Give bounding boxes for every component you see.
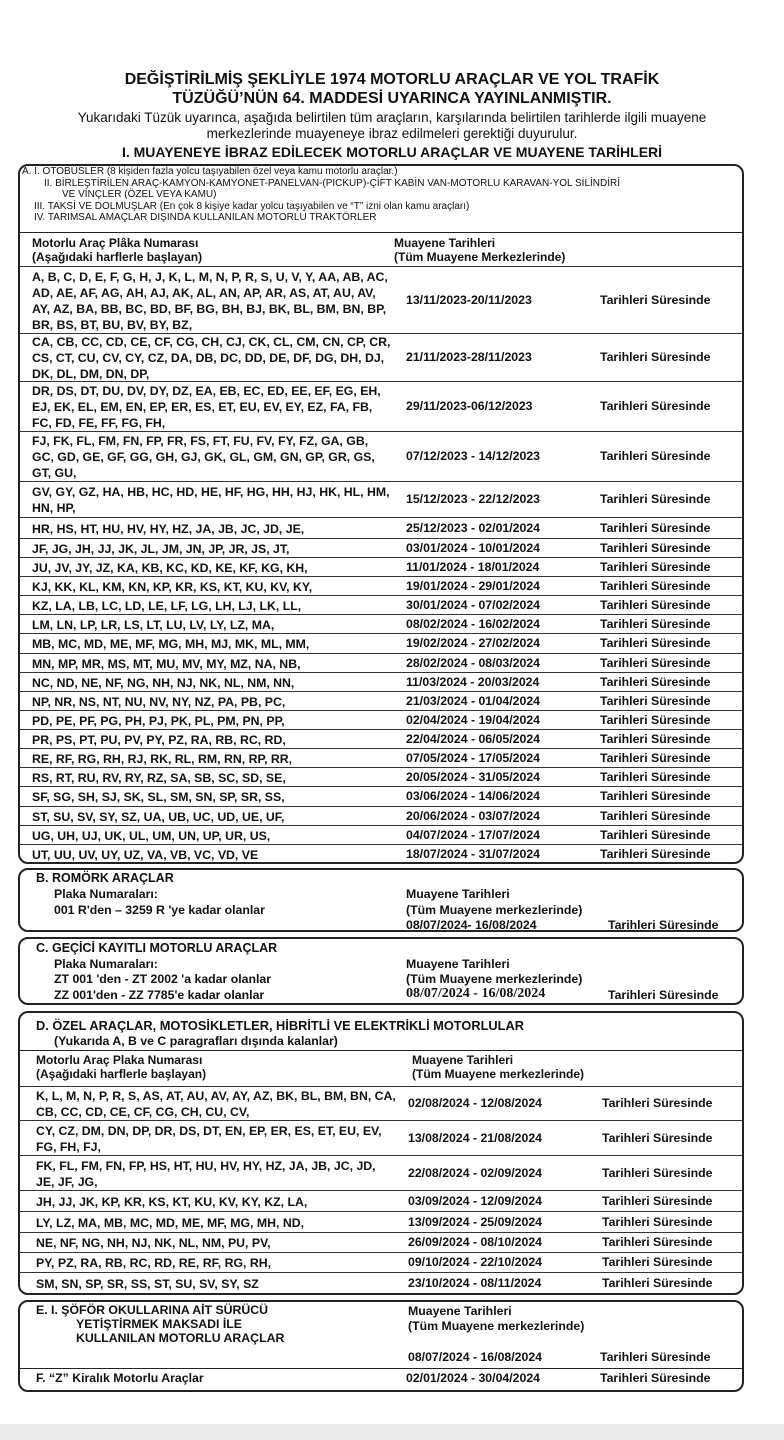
plate-list: KZ, LA, LB, LC, LD, LE, LF, LG, LH, LJ, LK, LL,	[32, 598, 302, 613]
intro-line-2: merkezlerinde muayeneye ibraz edilmeleri gerektiği duyurulur.	[206, 126, 578, 141]
inspection-dates: 08/02/2024 - 16/02/2024	[406, 616, 541, 631]
row-divider	[19, 1252, 742, 1253]
plate-list: UG, UH, UJ, UK, UL, UM, UN, UP, UR, US,	[32, 828, 271, 843]
plate-list: JU, JV, JY, JZ, KA, KB, KC, KD, KE, KF, KG, KH,	[32, 560, 308, 575]
section-d-subtitle: (Yukarıda A, B ve C paragrafları dışında kalanlar)	[54, 1034, 338, 1048]
plate-list: SM, SN, SP, SR, SS, ST, SU, SV, SY, SZ	[36, 1276, 259, 1291]
dates-suffix: Tarihleri Süresinde	[600, 693, 711, 708]
inspection-dates: 20/06/2024 - 03/07/2024	[406, 808, 541, 823]
dates-suffix: Tarihleri Süresinde	[600, 559, 711, 574]
inspection-dates: 22/04/2024 - 06/05/2024	[406, 731, 541, 746]
inspection-dates: 13/08/2024 - 21/08/2024	[408, 1130, 543, 1145]
plate-list: K, L, M, N, P, R, S, AS, AT, AU, AV, AY, AZ, BK, BL, BM, BN, CA, CB, CC, CD, CE, CF, CG, CH, CU, CV,	[36, 1089, 396, 1119]
plate-list: FK, FL, FM, FN, FP, HS, HT, HU, HV, HY, HZ, JA, JB, JC, JD, JE, JF, JG,	[36, 1158, 376, 1189]
dates-suffix: Tarihleri Süresinde	[602, 1193, 713, 1208]
section-d-title: D. ÖZEL ARAÇLAR, MOTOSİKLETLER, HİBRİTLİ VE ELEKTRİKLİ MOTORLULAR	[36, 1018, 524, 1033]
plate-list: PR, PS, PT, PU, PV, PY, PZ, RA, RB, RC, RD,	[32, 732, 286, 747]
inspection-dates: 22/08/2024 - 02/09/2024	[408, 1165, 543, 1180]
divider	[19, 1050, 742, 1051]
section-b-title: B. ROMÖRK ARAÇLAR	[36, 871, 174, 885]
inspection-dates: 03/06/2024 - 14/06/2024	[406, 789, 541, 803]
dates-suffix: Tarihleri Süresinde	[600, 520, 711, 535]
row-divider	[19, 557, 742, 558]
row-divider	[19, 653, 742, 654]
inspection-dates: 11/01/2024 - 18/01/2024	[406, 559, 540, 574]
dates-suffix: Tarihleri Süresinde	[602, 1275, 713, 1290]
dates-suffix: Tarihleri Süresinde	[600, 712, 711, 727]
section-b-dates: 08/07/2024- 16/08/2024	[406, 918, 537, 932]
row-divider	[19, 748, 742, 749]
dates-suffix: Tarihleri Süresinde	[600, 597, 711, 612]
divider	[19, 232, 742, 233]
section-c-title: C. GEÇİCİ KAYITLI MOTORLU ARAÇLAR	[36, 941, 278, 955]
category-line: VE VİNÇLER (ÖZEL VEYA KAMU)	[62, 189, 217, 201]
col-date-header	[394, 236, 565, 264]
col-date-line-2: (Tüm Muayene merkezlerinde)	[412, 1067, 585, 1081]
row-divider	[19, 672, 742, 673]
col-date-line-1: Muayene Tarihleri	[394, 236, 496, 250]
col-date-line-2: (Tüm Muayene Merkezlerinde)	[394, 250, 566, 264]
plate-list: UT, UU, UV, UY, UZ, VA, VB, VC, VD, VE	[32, 848, 259, 862]
dates-suffix: Tarihleri Süresinde	[602, 1235, 713, 1249]
section-title: I. MUAYENEYE İBRAZ EDİLECEK MOTORLU ARAÇLAR VE MUAYENE TARİHLERİ	[121, 144, 663, 160]
inspection-dates: 07/05/2024 - 17/05/2024	[406, 750, 541, 765]
inspection-dates: 07/12/2023 - 14/12/2023	[406, 449, 541, 463]
row-divider	[19, 1272, 742, 1273]
row-divider	[19, 576, 742, 577]
plate-list: NE, NF, NG, NH, NJ, NK, NL, NM, PU, PV,	[36, 1236, 271, 1250]
section-e-title-2: YETİŞTİRMEK MAKSADI İLE	[76, 1317, 243, 1331]
section-e-suffix: Tarihleri Süresinde	[600, 1350, 711, 1364]
category-line: II. BİRLEŞTİRİLEN ARAÇ-KAMYON-KAMYONET-PANELVAN-(PICKUP)-ÇİFT KABİN VAN-MOTORLU KARAVAN-YOL SİLİNDİRİ	[44, 177, 621, 189]
row-divider	[19, 431, 742, 432]
row-divider	[19, 481, 742, 482]
section-c-range-2: ZZ 001'den - ZZ 7785'e kadar olanlar	[54, 988, 265, 1002]
row-divider	[19, 1120, 742, 1121]
inspection-dates: 02/08/2024 - 12/08/2024	[408, 1096, 543, 1110]
row-divider	[19, 517, 742, 518]
inspection-dates: 26/09/2024 - 08/10/2024	[408, 1235, 543, 1249]
dates-suffix: Tarihleri Süresinde	[602, 1096, 713, 1110]
category-line: III. TAKSİ VE DOLMUŞLAR (En çok 8 kişiye kadar yolcu taşıyabilen ve “T” izni olan kamu araçları)	[34, 200, 470, 212]
inspection-dates: 02/04/2024 - 19/04/2024	[406, 712, 541, 727]
dates-suffix: Tarihleri Süresinde	[600, 578, 711, 593]
section-f-dates: 02/01/2024 - 30/04/2024	[406, 1371, 541, 1385]
section-d-col-date-header	[412, 1053, 584, 1081]
dates-suffix: Tarihleri Süresinde	[600, 449, 711, 463]
plate-list: HR, HS, HT, HU, HV, HY, HZ, JA, JB, JC, JD, JE,	[32, 521, 305, 536]
inspection-dates: 04/07/2024 - 17/07/2024	[406, 827, 541, 842]
plate-list: MB, MC, MD, ME, MF, MG, MH, MJ, MK, ML, MM,	[32, 637, 310, 651]
dates-suffix: Tarihleri Süresinde	[600, 540, 711, 555]
dates-suffix: Tarihleri Süresinde	[602, 1130, 713, 1145]
section-c-date-label-1: Muayene Tarihleri	[406, 957, 510, 971]
section-f-suffix: Tarihleri Süresinde	[600, 1371, 711, 1385]
inspection-dates: 19/01/2024 - 29/01/2024	[406, 578, 541, 593]
section-b-date-label-1: Muayene Tarihleri	[406, 887, 510, 901]
dates-suffix: Tarihleri Süresinde	[600, 492, 711, 506]
col-plate-header	[32, 236, 202, 264]
plate-list: KJ, KK, KL, KM, KN, KP, KR, KS, KT, KU, KV, KY,	[32, 579, 313, 594]
title-line-2: TÜZÜĞÜ’NÜN 64. MADDESİ UYARINCA YAYINLANMIŞTIR.	[172, 90, 612, 107]
title-line-1: DEĞİŞTİRİLMİŞ ŞEKLİYLE 1974 MOTORLU ARAÇLAR VE YOL TRAFİK	[124, 71, 660, 88]
inspection-dates: 30/01/2024 - 07/02/2024	[406, 597, 541, 612]
inspection-dates: 15/12/2023 - 22/12/2023	[406, 492, 541, 506]
plate-list: RS, RT, RU, RV, RY, RZ, SA, SB, SC, SD, SE,	[32, 770, 286, 785]
dates-suffix: Tarihleri Süresinde	[600, 827, 711, 842]
inspection-dates: 18/07/2024 - 31/07/2024	[406, 847, 541, 861]
row-divider	[19, 1190, 742, 1191]
row-divider	[19, 633, 742, 634]
dates-suffix: Tarihleri Süresinde	[600, 808, 711, 823]
row-divider	[19, 1232, 742, 1233]
dates-suffix: Tarihleri Süresinde	[602, 1165, 713, 1180]
bottom-strip	[0, 1424, 784, 1440]
section-c-dates: 08/07/2024 - 16/08/2024	[406, 986, 546, 1001]
row-divider	[19, 1086, 742, 1087]
section-d-col-plate-header	[36, 1053, 206, 1081]
dates-suffix: Tarihleri Süresinde	[600, 350, 711, 364]
plate-list: FJ, FK, FL, FM, FN, FP, FR, FS, FT, FU, FV, FY, FZ, GA, GB, GC, GD, GE, GF, GG, GH, GJ, GK, GL, GM, GN, GP, GR, GS, GT, GU,	[32, 434, 375, 480]
dates-suffix: Tarihleri Süresinde	[600, 292, 711, 307]
section-e-title-1: E. I. ŞÖFÖR OKULLARINA AİT SÜRÜCÜ	[36, 1303, 269, 1317]
dates-suffix: Tarihleri Süresinde	[600, 847, 711, 861]
plate-list: A, B, C, D, E, F, G, H, J, K, L, M, N, P, R, S, U, V, Y, AA, AB, AC, AD, AE, AF, AG, AH, AJ, AK, AL, AN, AP, AR, AS, AT, AU, AV, AY, AZ, BA, BB, BC, BD, BF, BG, BH, BJ, BK, BL, BM, BN, BP, BR, BS, BT, BU, BV, BY, BZ,	[32, 269, 388, 332]
section-b-plate-range: 001 R'den – 3259 R 'ye kadar olanlar	[54, 903, 265, 917]
category-line: IV. TARIMSAL AMAÇLAR DIŞINDA KULLANILAN MOTORLU TRAKTÖRLER	[34, 212, 377, 224]
section-c-range-1: ZT 001 'den - ZT 2002 'a kadar olanlar	[54, 972, 272, 986]
dates-suffix: Tarihleri Süresinde	[600, 655, 711, 670]
row-divider	[19, 614, 742, 615]
inspection-dates: 21/03/2024 - 01/04/2024	[406, 693, 541, 708]
row-divider	[19, 786, 742, 787]
section-b-suffix: Tarihleri Süresinde	[608, 918, 719, 932]
inspection-dates: 13/11/2023-20/11/2023	[406, 292, 532, 307]
inspection-dates: 28/02/2024 - 08/03/2024	[406, 655, 541, 670]
col-plate-line-1: Motorlu Araç Plâka Numarası	[32, 236, 199, 250]
section-c-date-label-2: (Tüm Muayene merkezlerinde)	[406, 972, 583, 986]
inspection-dates: 03/09/2024 - 12/09/2024	[408, 1193, 543, 1208]
section-b-date-label-2: (Tüm Muayene merkezlerinde)	[406, 903, 583, 917]
row-divider	[19, 710, 742, 711]
plate-list: NC, ND, NE, NF, NG, NH, NJ, NK, NL, NM, NN,	[32, 675, 295, 690]
category-line: A. I. OTOBÜSLER (8 kişiden fazla yolcu taşıyabilen özel veya kamu motorlu araçlar.)	[22, 166, 398, 177]
plate-list: RE, RF, RG, RH, RJ, RK, RL, RM, RN, RP, RR,	[32, 751, 293, 766]
dates-suffix: Tarihleri Süresinde	[600, 399, 711, 413]
plate-list: PD, PE, PF, PG, PH, PJ, PK, PL, PM, PN, PP,	[32, 713, 285, 728]
plate-list: JH, JJ, JK, KP, KR, KS, KT, KU, KV, KY, KZ, LA,	[36, 1194, 308, 1209]
row-divider	[19, 691, 742, 692]
inspection-dates: 11/03/2024 - 20/03/2024	[406, 674, 540, 689]
row-divider	[19, 595, 742, 596]
inspection-dates: 20/05/2024 - 31/05/2024	[406, 769, 541, 784]
row-divider	[19, 538, 742, 539]
document-header	[0, 70, 784, 161]
dates-suffix: Tarihleri Süresinde	[600, 769, 711, 784]
dates-suffix: Tarihleri Süresinde	[602, 1214, 713, 1229]
dates-suffix: Tarihleri Süresinde	[600, 636, 711, 650]
row-divider	[19, 767, 742, 768]
section-e-title-3: KULLANILAN MOTORLU ARAÇLAR	[76, 1331, 285, 1345]
section-c-suffix: Tarihleri Süresinde	[608, 988, 719, 1002]
dates-suffix: Tarihleri Süresinde	[600, 616, 711, 631]
row-divider	[19, 806, 742, 807]
inspection-dates: 23/10/2024 - 08/11/2024	[408, 1275, 542, 1290]
inspection-dates: 19/02/2024 - 27/02/2024	[406, 636, 541, 650]
divider	[20, 1368, 742, 1369]
section-c-plate-label: Plaka Numaraları:	[54, 957, 158, 971]
inspection-dates: 13/09/2024 - 25/09/2024	[408, 1214, 543, 1229]
plate-list: MN, MP, MR, MS, MT, MU, MV, MY, MZ, NA, NB,	[32, 656, 301, 671]
intro-line-1: Yukarıdaki Tüzük uyarınca, aşağıda belirtilen tüm araçların, karşılarında belirtilen tarihlerde ilgili muayene	[77, 110, 707, 125]
col-plate-line-1: Motorlu Araç Plaka Numarası	[36, 1053, 203, 1067]
row-divider	[19, 844, 742, 845]
row-divider	[19, 381, 742, 382]
section-b-plate-label: Plaka Numaraları:	[54, 887, 158, 901]
plate-list: PY, PZ, RA, RB, RC, RD, RE, RF, RG, RH,	[36, 1256, 272, 1270]
inspection-dates: 21/11/2023-28/11/2023	[406, 350, 532, 364]
plate-list: NP, NR, NS, NT, NU, NV, NY, NZ, PA, PB, PC,	[32, 694, 286, 709]
col-plate-line-2: (Aşağıdaki harflerle başlayan)	[36, 1067, 207, 1081]
row-divider	[19, 1155, 742, 1156]
plate-list: CA, CB, CC, CD, CE, CF, CG, CH, CJ, CK, CL, CM, CN, CP, CR, CS, CT, CU, CV, CY, CZ, DA, DB, DC, DD, DE, DF, DG, DH, DJ, DK, DL, DM, DN, DP,	[32, 335, 391, 381]
row-divider	[19, 1211, 742, 1212]
plate-list: LM, LN, LP, LR, LS, LT, LU, LV, LY, LZ, MA,	[32, 617, 275, 632]
plate-list: GV, GY, GZ, HA, HB, HC, HD, HE, HF, HG, HH, HJ, HK, HL, HM, HN, HP,	[32, 485, 390, 515]
inspection-dates: 29/11/2023-06/12/2023	[406, 399, 533, 413]
row-divider	[19, 729, 742, 730]
plate-list: DR, DS, DT, DU, DV, DY, DZ, EA, EB, EC, ED, EE, EF, EG, EH, EJ, EK, EL, EM, EN, EP, ER, ES, ET, EU, EV, EY, EZ, FA, FB, FC, FD, FE, FF, FG, FH,	[32, 384, 381, 430]
inspection-dates: 03/01/2024 - 10/01/2024	[406, 540, 541, 555]
inspection-dates: 25/12/2023 - 02/01/2024	[406, 520, 541, 535]
plate-list: CY, CZ, DM, DN, DP, DR, DS, DT, EN, EP, ER, ES, ET, EU, EV, FG, FH, FJ,	[36, 1123, 382, 1154]
section-e-date-label-2: (Tüm Muayene merkezlerinde)	[408, 1319, 585, 1333]
inspection-dates: 09/10/2024 - 22/10/2024	[408, 1255, 543, 1269]
dates-suffix: Tarihleri Süresinde	[600, 674, 711, 689]
dates-suffix: Tarihleri Süresinde	[600, 731, 711, 746]
row-divider	[19, 825, 742, 826]
section-f-title: F. “Z” Kiralık Motorlu Araçlar	[36, 1371, 204, 1385]
dates-suffix: Tarihleri Süresinde	[602, 1255, 713, 1269]
plate-list: JF, JG, JH, JJ, JK, JL, JM, JN, JP, JR, JS, JT,	[32, 541, 290, 556]
col-date-line-1: Muayene Tarihleri	[412, 1053, 514, 1067]
row-divider	[19, 266, 742, 267]
col-plate-line-2: (Aşağıdaki harflerle başlayan)	[32, 250, 203, 264]
section-e-date-label-1: Muayene Tarihleri	[408, 1304, 512, 1318]
section-e-dates: 08/07/2024 - 16/08/2024	[408, 1350, 543, 1364]
plate-list: LY, LZ, MA, MB, MC, MD, ME, MF, MG, MH, ND,	[36, 1215, 305, 1230]
plate-list: ST, SU, SV, SY, SZ, UA, UB, UC, UD, UE, UF,	[32, 809, 285, 824]
section-a-categories	[22, 166, 742, 224]
dates-suffix: Tarihleri Süresinde	[600, 789, 711, 803]
dates-suffix: Tarihleri Süresinde	[600, 750, 711, 765]
plate-list: SF, SG, SH, SJ, SK, SL, SM, SN, SP, SR, SS,	[32, 790, 285, 804]
